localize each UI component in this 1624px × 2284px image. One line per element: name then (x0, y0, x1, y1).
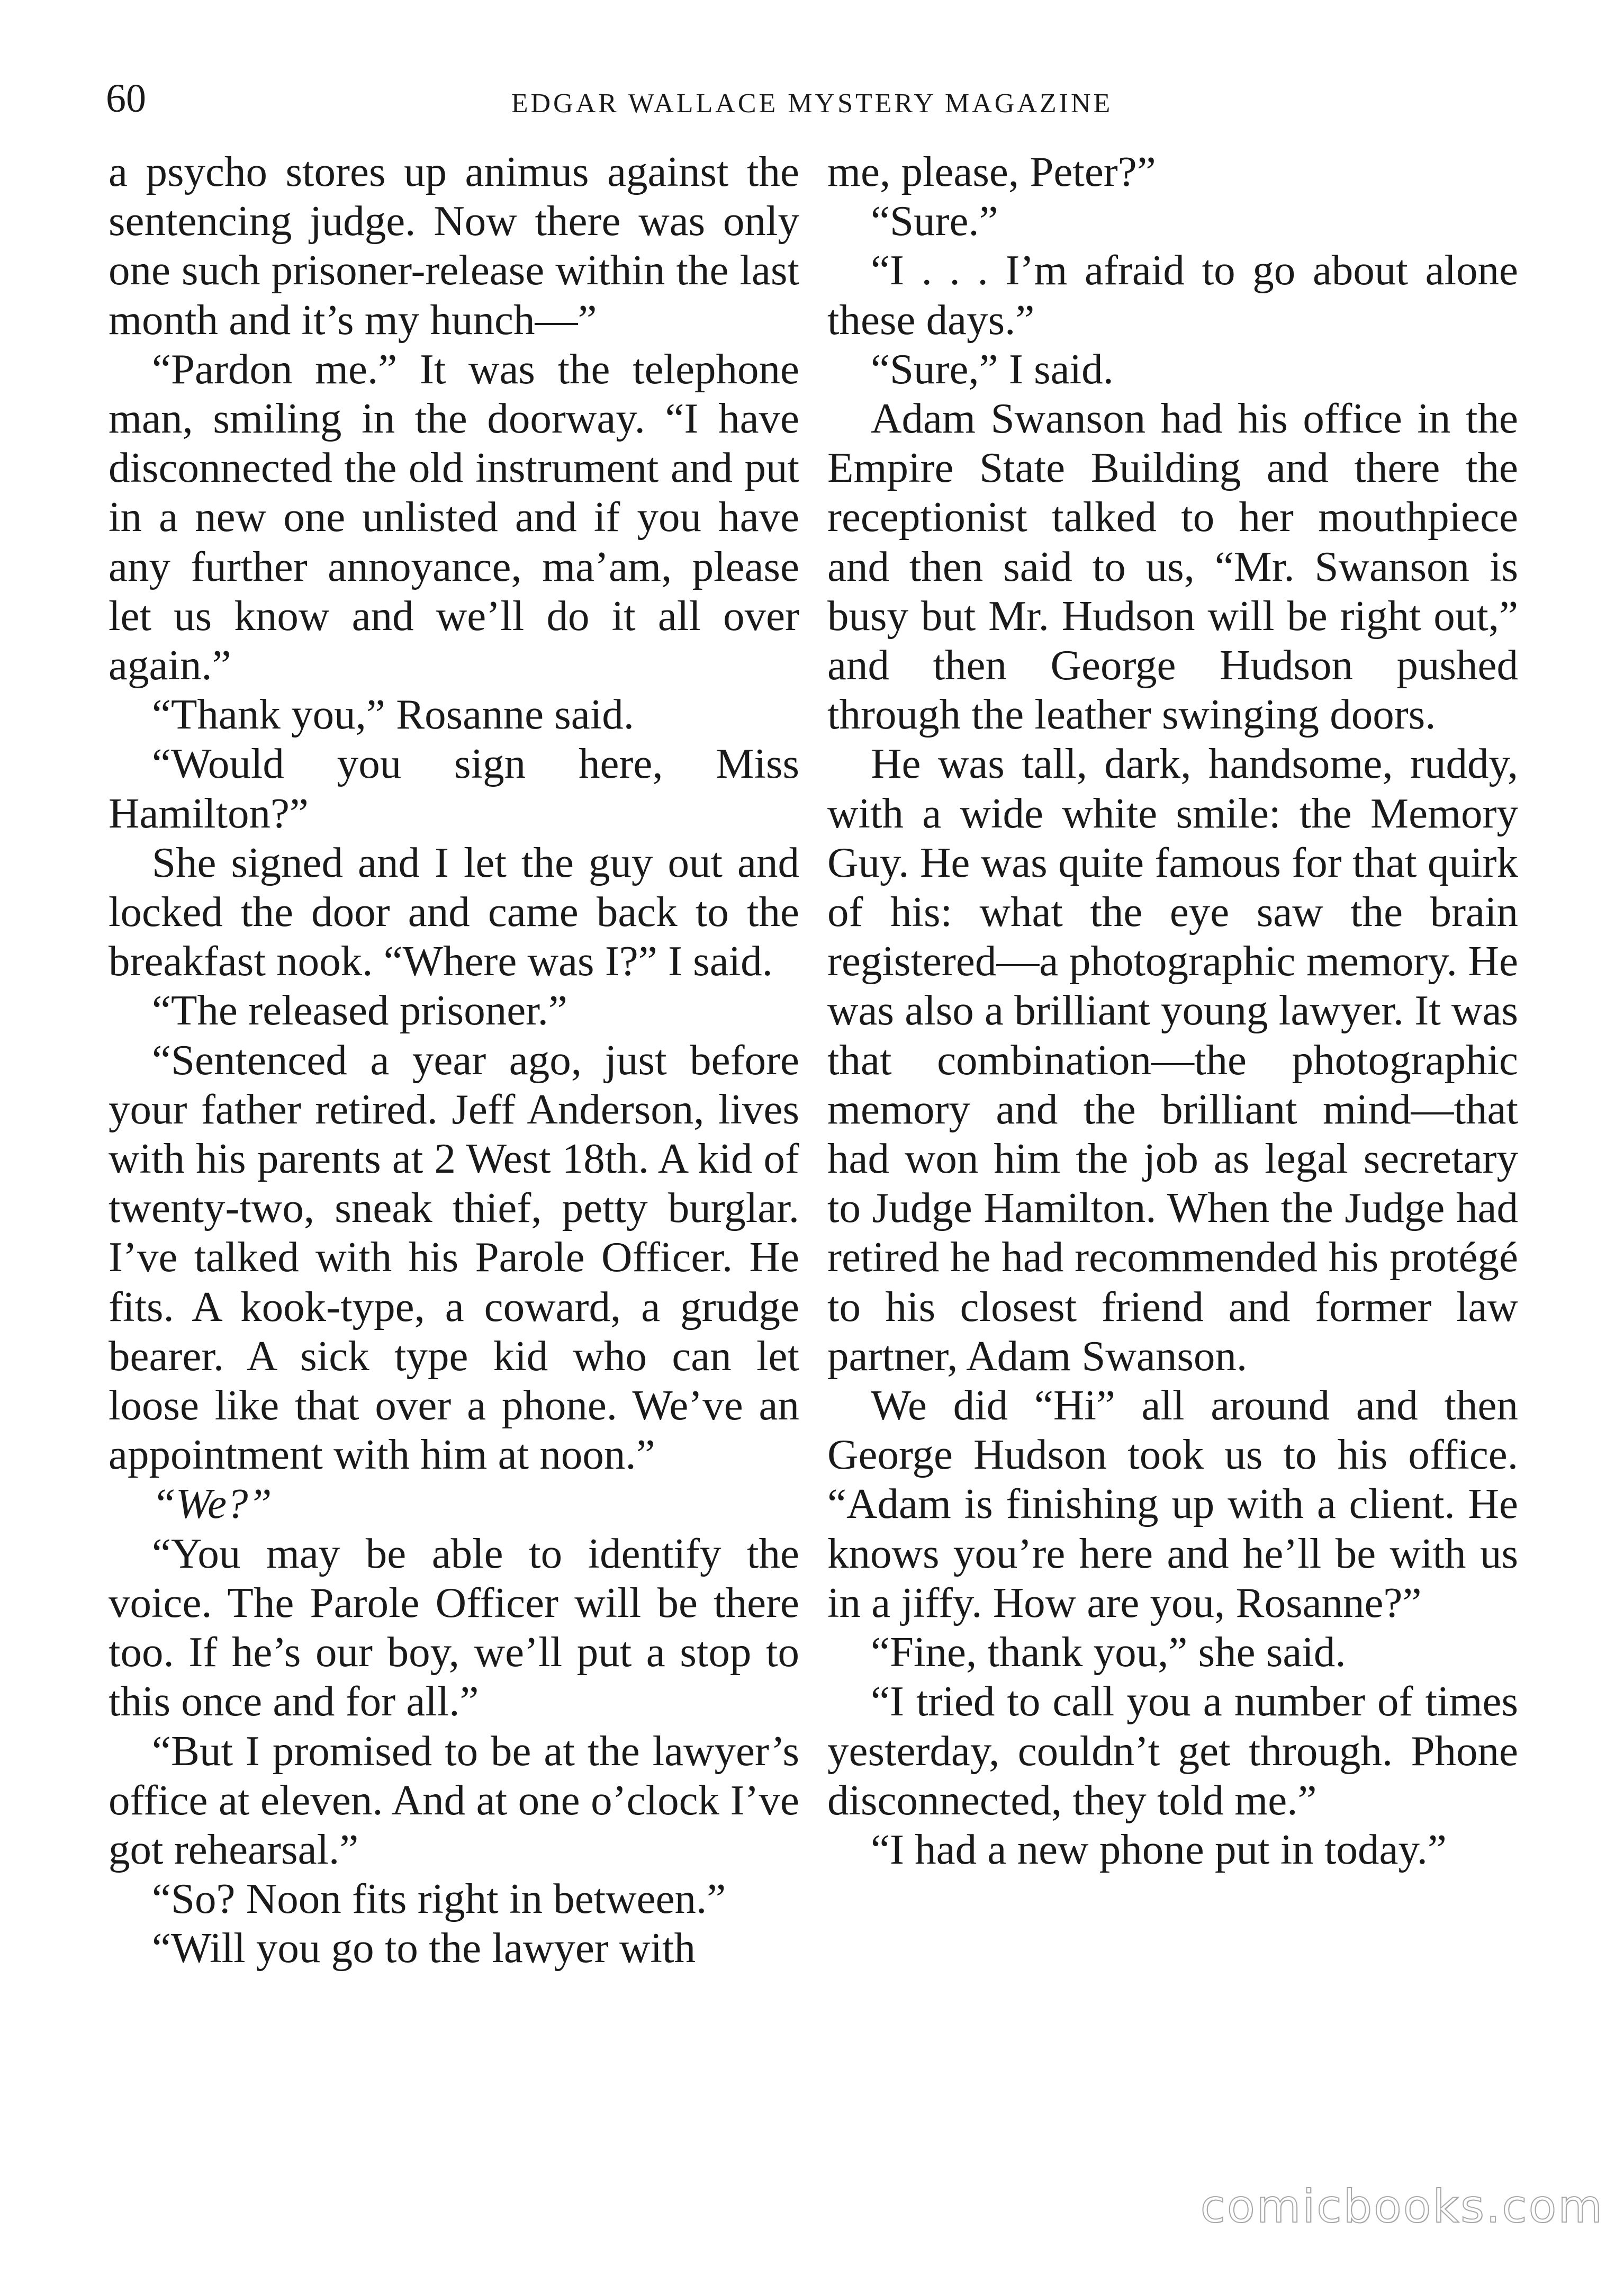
paragraph: “But I promised to be at the lawyer’s office at eleven. And at one o’clock I’ve got rehearsal.” (109, 1727, 799, 1873)
paragraph: We did “Hi” all around and then George Hudson took us to his office. “Adam is finishing up with a client. He knows you’re here and he’ll be with us in a jiffy. How are you, Rosanne?” (827, 1381, 1518, 1626)
page-number: 60 (106, 76, 146, 121)
paragraph: “So? Noon fits right in between.” (152, 1875, 726, 1923)
paragraph: “Will you go to the lawyer with (152, 1924, 696, 1972)
paragraph: “Thank you,” Rosanne said. (152, 690, 635, 739)
paragraph: “Fine, thank you,” she said. (871, 1628, 1346, 1676)
paragraph: a psycho stores up animus against the sentencing judge. Now there was only one such prisoner-release within the last month and it’s my hunch—” (109, 148, 799, 344)
paragraph: “Sure.” (871, 197, 998, 245)
paragraph: “We?” (152, 1480, 272, 1528)
paragraph: “Would you sign here, Miss Hamilton?” (109, 740, 799, 837)
paragraph: “Pardon me.” It was the telephone man, smiling in the doorway. “I have disconnected the old instrument and put in a new one unlisted and if you have any further annoyance, ma’am, please let us know and we’ll do it all over again.” (109, 345, 799, 689)
paragraph: “I tried to call you a number of times yesterday, couldn’t get through. Phone disconnected, they told me.” (827, 1677, 1518, 1824)
paragraph: “Sure,” I said. (871, 345, 1114, 393)
running-head: EDGAR WALLACE MYSTERY MAGAZINE (511, 88, 1113, 119)
paragraph: He was tall, dark, handsome, ruddy, with a wide white smile: the Memory Guy. He was quite famous for that quirk of his: what the eye saw the brain registered—a photographic memory. He was also a brilliant young lawyer. It was that combination—the photographic memory and the brilliant mind—that had won him the job as legal secretary to Judge Hamilton. When the Judge had retired he had recommended his protégé to his closest friend and former law partner, Adam Swanson. (827, 740, 1518, 1380)
paragraph: “You may be able to identify the voice. The Parole Officer will be there too. If he’s our boy, we’ll put a stop to this once and for all.” (109, 1529, 799, 1725)
paragraph: “I had a new phone put in today.” (871, 1825, 1447, 1873)
text-column-right (827, 147, 1518, 1874)
paragraph: Adam Swanson had his office in the Empire State Building and there the receptionist talked to her mouthpiece and then said to us, “Mr. Swanson is busy but Mr. Hudson will be right out,” and then George Hudson pushed through the leather swinging doors. (827, 394, 1518, 739)
paragraph: me, please, Peter?” (827, 148, 1156, 195)
text-column-left (109, 147, 799, 1973)
watermark-logo: comicbooks.com (1200, 2180, 1604, 2233)
paragraph: She signed and I let the guy out and locked the door and came back to the breakfast nook. “Where was I?” I said. (109, 838, 799, 985)
paragraph: “The released prisoner.” (152, 986, 567, 1035)
paragraph: “Sentenced a year ago, just before your father retired. Jeff Anderson, lives with his parents at 2 West 18th. A kid of twenty-two, sneak thief, petty burglar. I’ve talked with his Parole Officer. He fits. A kook-type, a coward, a grudge bearer. A sick type kid who can let loose like that over a phone. We’ve an appointment with him at noon.” (109, 1036, 799, 1479)
paragraph: “I . . . I’m afraid to go about alone these days.” (827, 246, 1518, 344)
